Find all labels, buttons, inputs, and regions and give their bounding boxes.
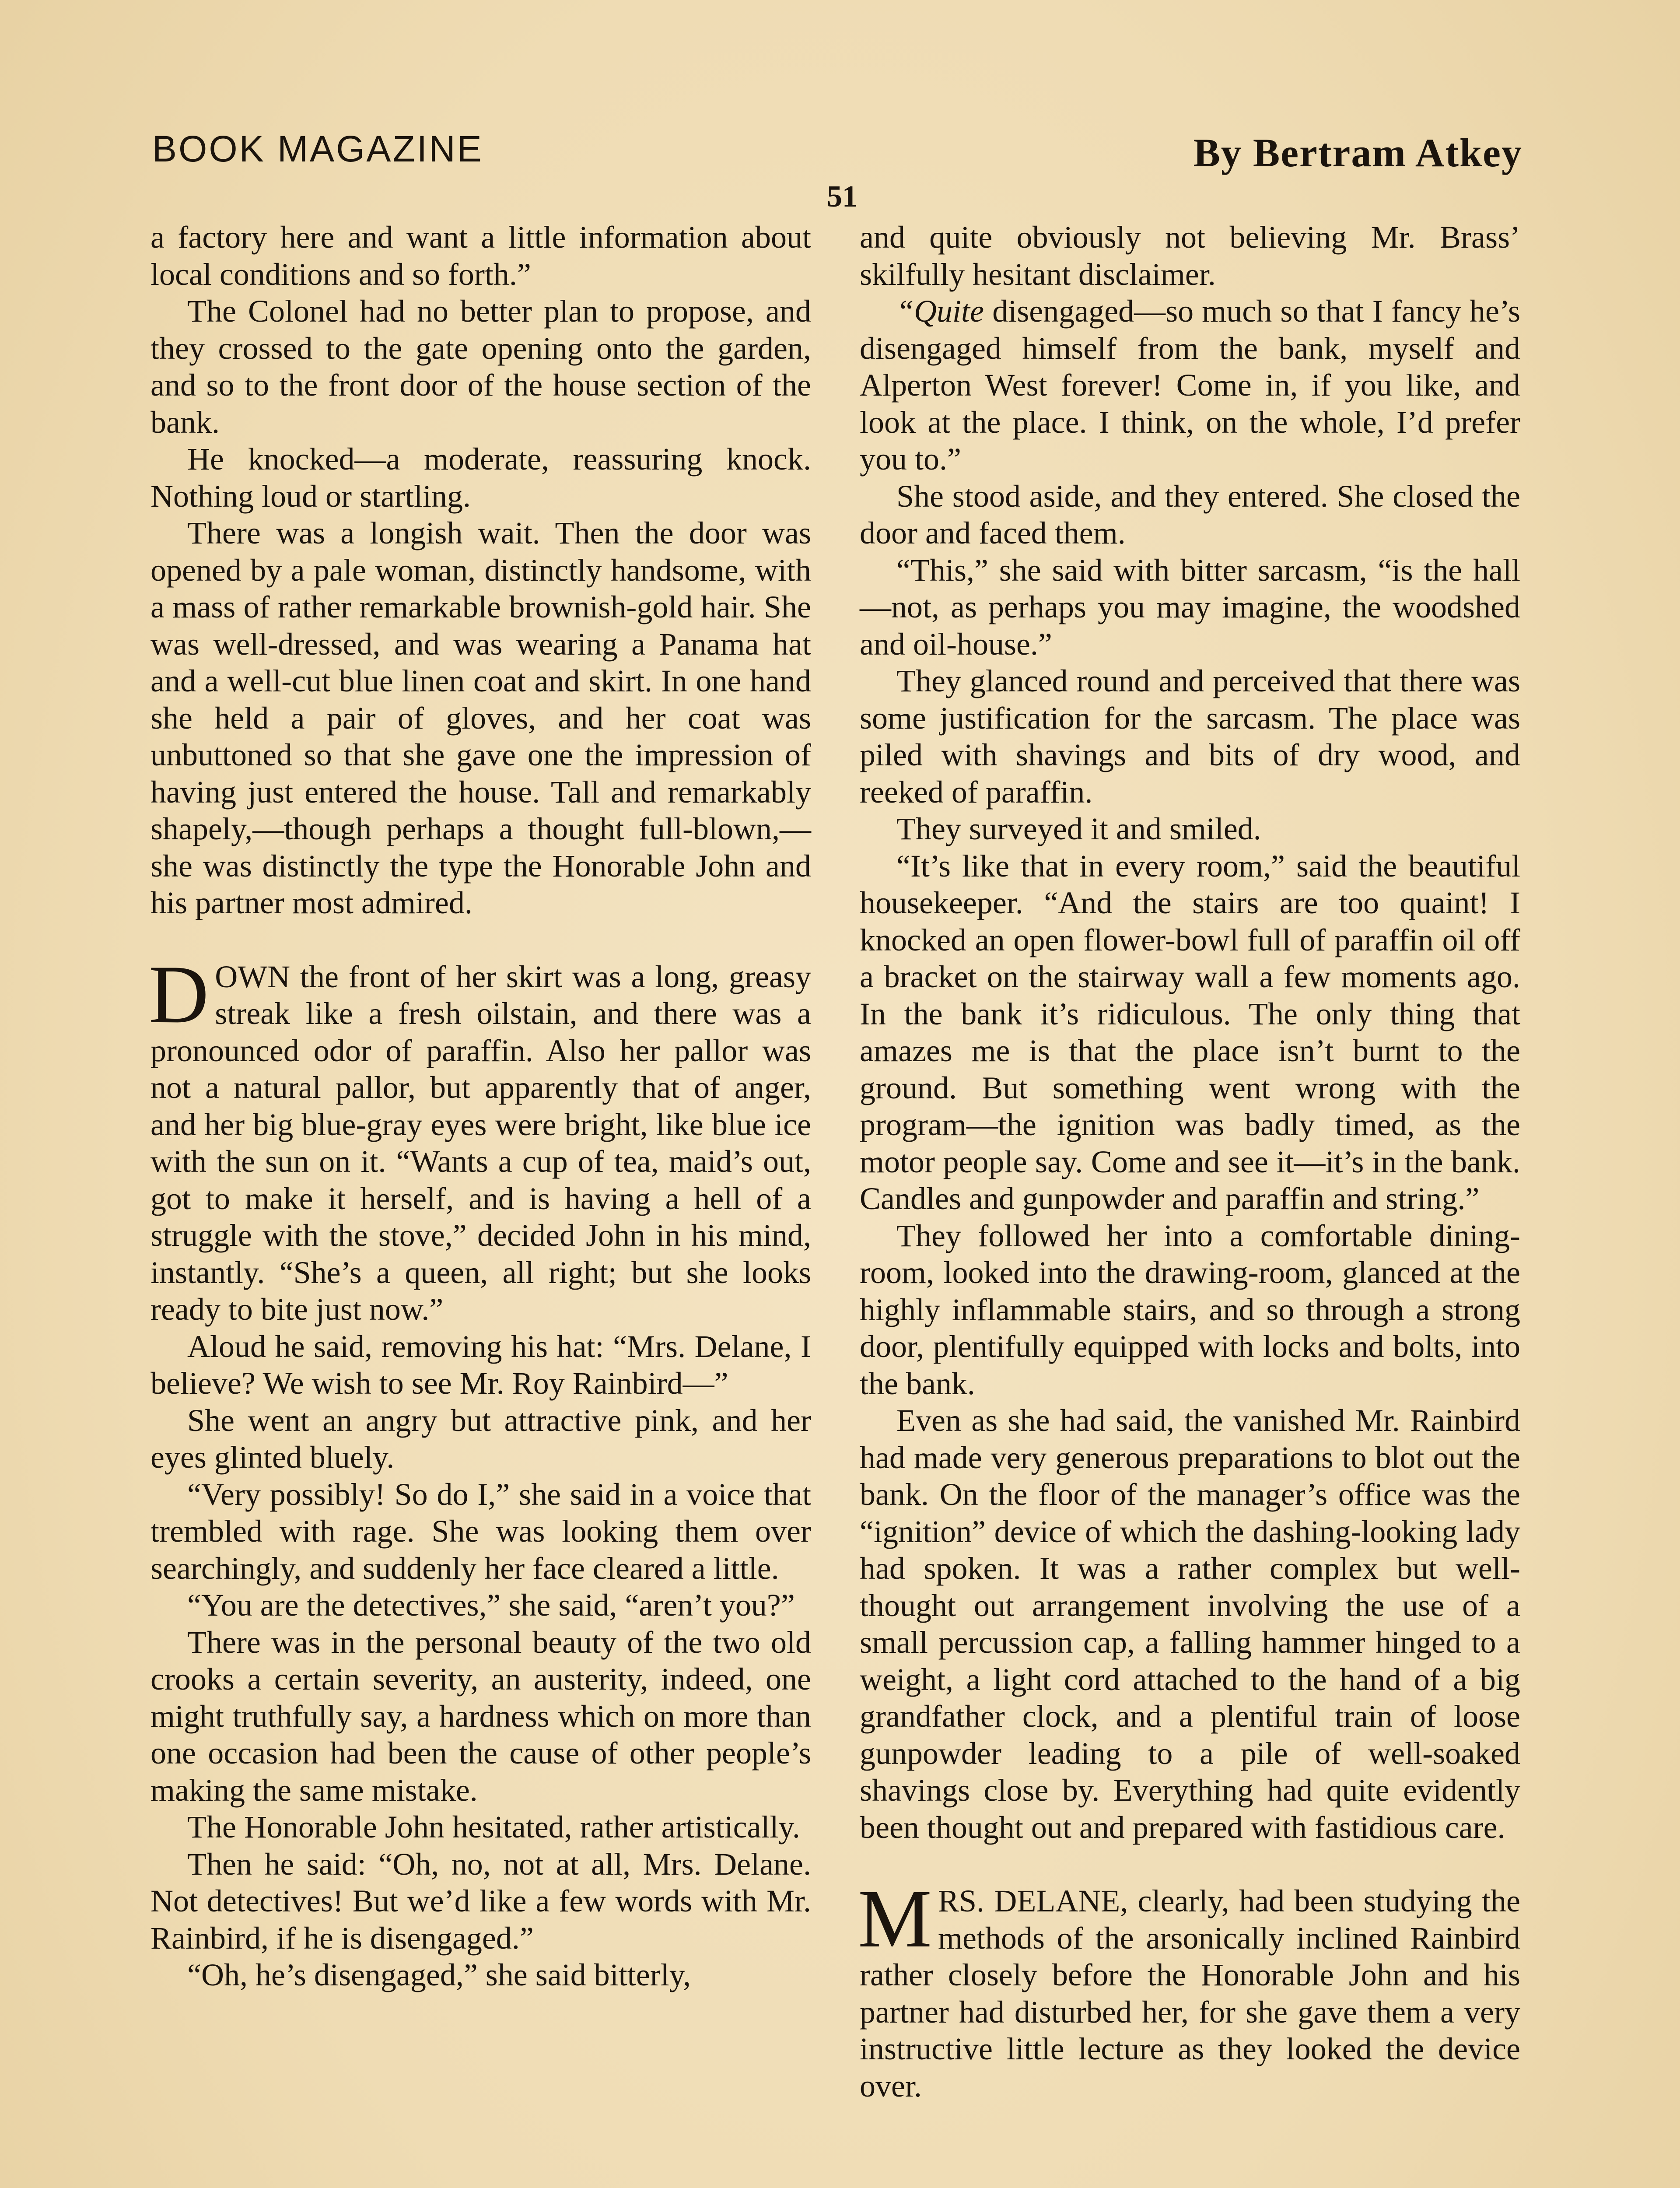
paragraph: They surveyed it and smiled.	[896, 811, 1261, 846]
paragraph: “It’s like that in every room,” said the beautiful housekeeper. “And the stairs are too quaint! I knocked an open flower-bowl full of paraffin oil off a bracket on the stairway wall a few moments ago. In the bank it’s ridiculous. The only thing that amazes me is that the place isn’t burnt to the ground. But something went wrong with the program—the ignition was badly timed, as the motor people say. Come and see it—it’s in the bank. Candles and gunpowder and paraffin and string.”	[860, 848, 1520, 1216]
paragraph: She went an angry but attractive pink, and her eyes glinted bluely.	[150, 1403, 811, 1475]
paragraph: He knocked—a moderate, reassuring knock. Nothing loud or startling.	[150, 442, 811, 514]
drop-cap: D	[149, 948, 209, 1041]
paragraph-text: OWN the front of her skirt was a long, greasy streak like a fresh oilstain, and there was a pronounced odor of paraffin. Also her pallor was not a natural pallor, but apparently that of anger, and her big blue-gray eyes were bright, like blue ice with the sun on it. “Wants a cup of tea, maid’s out, got to make it herself, and is having a hell of a struggle with the stove,” decided John in his mind, instantly. “She’s a queen, all right; but she looks ready to bite just now.”	[150, 959, 811, 1327]
paragraph: The Honorable John hesitated, rather artistically.	[187, 1809, 800, 1844]
right-text-column	[860, 219, 1520, 2104]
page-number: 51	[827, 180, 858, 214]
paragraph: There was in the personal beauty of the two old crooks a certain severity, an austerity, indeed, one might truthfully say, a hardness which on more than one occasion had been the cause of other people’s making the same mistake.	[150, 1624, 811, 1808]
left-text-column	[150, 219, 811, 1994]
italic-word: “Quite	[896, 294, 984, 329]
paragraph: “This,” she said with bitter sarcasm, “is the hall—not, as perhaps you may imagine, the woodshed and oil-house.”	[860, 552, 1520, 662]
paragraph: They followed her into a comfortable dining-room, looked into the drawing-room, glanced at the highly inflammable stairs, and so through a strong door, plentifully equipped with locks and bolts, into the bank.	[860, 1218, 1520, 1401]
paragraph: “Oh, he’s disengaged,” she said bitterly,	[187, 1957, 691, 1992]
section-paragraph	[858, 1873, 1520, 2104]
drop-cap: M	[858, 1873, 932, 1965]
running-header-author: By Bertram Atkey	[1193, 130, 1522, 175]
paragraph-text: disengaged—so much so that I fancy he’s disengaged himself from the bank, myself and Alperton West forever! Come in, if you like, and look at the place. I think, on the whole, I’d prefer you to.”	[860, 294, 1520, 477]
paragraph: There was a longish wait. Then the door was opened by a pale woman, distinctly handsome, with a mass of rather remarkable brownish-gold hair. She was well-dressed, and was wearing a Panama hat and a well-cut blue linen coat and skirt. In one hand she held a pair of gloves, and her coat was unbuttoned so that she gave one the impression of having just entered the house. Tall and remarkably shapely,—though perhaps a thought full-blown,—she was distinctly the type the Honorable John and his partner most admired.	[150, 515, 811, 920]
paragraph: “You are the detectives,” she said, “aren’t you?”	[187, 1588, 795, 1623]
paragraph: a factory here and want a little information about local conditions and so forth.”	[150, 220, 811, 292]
paragraph	[860, 293, 1520, 478]
paragraph: “Very possibly! So do I,” she said in a voice that trembled with rage. She was looking them over searchingly, and suddenly her face cleared a little.	[150, 1476, 811, 1586]
paragraph: and quite obviously not believing Mr. Brass’ skilfully hesitant disclaimer.	[860, 220, 1520, 292]
running-header-title: BOOK MAGAZINE	[152, 128, 483, 169]
paragraph-text: RS. DELANE, clearly, had been studying the methods of the arsonically inclined Rainbird rather closely before the Honorable John and his partner had disturbed her, for she gave them a very instructive little lecture as they looked the device over.	[860, 1883, 1520, 2104]
paragraph: She stood aside, and they entered. She closed the door and faced them.	[860, 478, 1520, 551]
section-paragraph	[149, 948, 811, 1328]
paragraph: Aloud he said, removing his hat: “Mrs. Delane, I believe? We wish to see Mr. Roy Rainbird—”	[150, 1329, 811, 1401]
paragraph: They glanced round and perceived that there was some justification for the sarcasm. The place was piled with shavings and bits of dry wood, and reeked of paraffin.	[860, 663, 1520, 810]
paragraph: Even as she had said, the vanished Mr. Rainbird had made very generous preparations to blot out the bank. On the floor of the manager’s office was the “ignition” device of which the dashing-looking lady had spoken. It was a rather complex but well-thought out arrangement involving the use of a small percussion cap, a falling hammer hinged to a weight, a light cord attached to the hand of a big grandfather clock, and a plentiful train of loose gunpowder leading to a pile of well-soaked shavings close by. Everything had quite evidently been thought out and prepared with fastidious care.	[860, 1403, 1520, 1845]
paragraph: Then he said: “Oh, no, not at all, Mrs. Delane. Not detectives! But we’d like a few words with Mr. Rainbird, if he is disengaged.”	[150, 1846, 811, 1956]
paragraph: The Colonel had no better plan to propose, and they crossed to the gate opening onto the garden, and so to the front door of the house section of the bank.	[150, 294, 811, 440]
